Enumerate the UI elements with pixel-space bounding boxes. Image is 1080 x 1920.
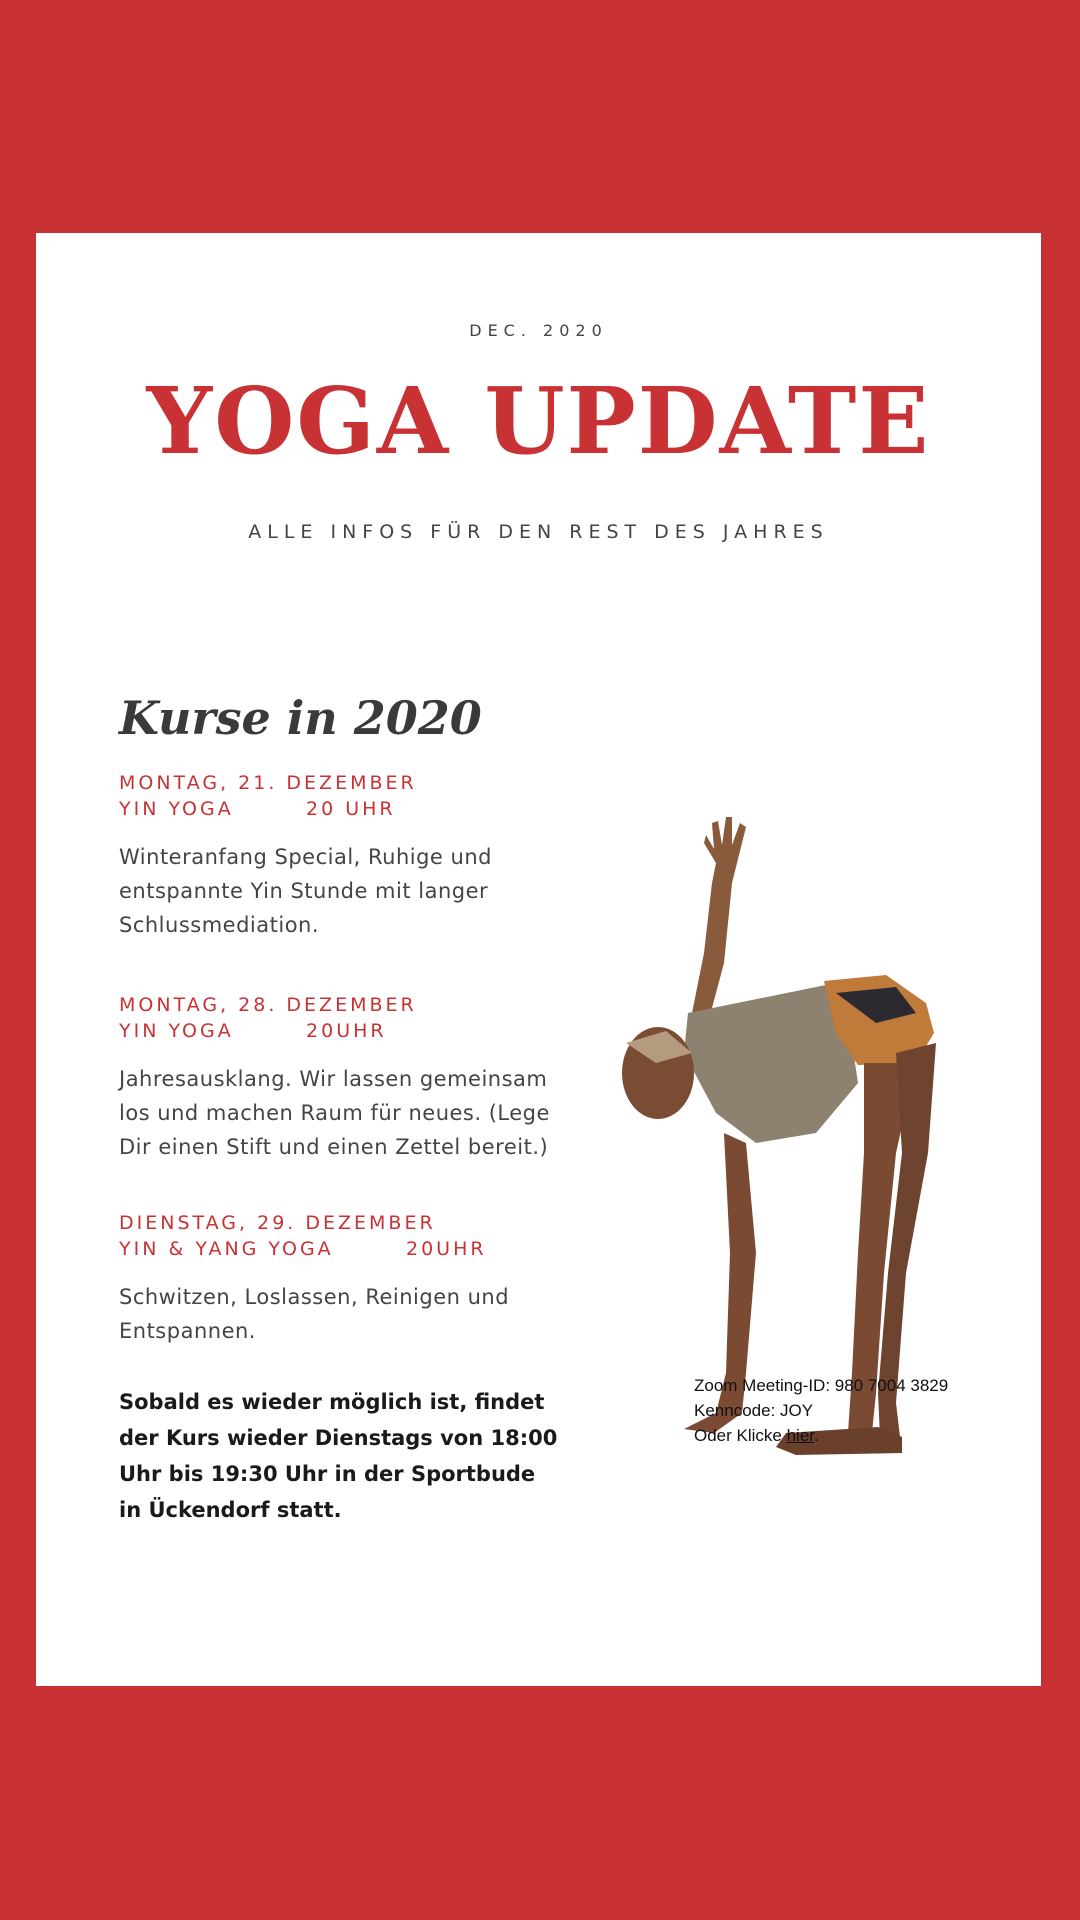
zoom-passcode: Kenncode: JOY [694,1401,814,1420]
course-description: Schwitzen, Loslassen, Reinigen und Entspannen. [119,1284,510,1343]
course-name-time: YIN & YANG YOGA 20UHR [119,1237,487,1260]
course-item [119,992,559,1164]
zoom-info [694,1373,1024,1448]
zoom-join-link[interactable]: hier [786,1426,815,1445]
course-date: MONTAG, 21. DEZEMBER [119,771,417,794]
newsletter-card [36,233,1041,1686]
zoom-link-line [694,1423,1024,1448]
course-date: MONTAG, 28. DEZEMBER [119,993,417,1016]
courses-column [119,693,559,1528]
zoom-meeting-id: Zoom Meeting-ID: 980 7004 3829 [694,1376,949,1395]
course-description: Jahresausklang. Wir lassen gemeinsam los und machen Raum für neues. (Lege Dir einen Stift und einen Zettel bereit.) [119,1066,550,1159]
course-item [119,1210,559,1348]
course-description: Winteranfang Special, Ruhige und entspannte Yin Stunde mit langer Schlussmediation. [119,844,492,937]
location-note: Sobald es wieder möglich ist, findet der Kurs wieder Dienstags von 18:00 Uhr bis 19:30 Uhr in der Sportbude in Ückendorf statt. [119,1389,558,1522]
course-date: DIENSTAG, 29. DEZEMBER [119,1211,436,1234]
issue-date: DEC. 2020 [469,321,608,340]
courses-heading: Kurse in 2020 [119,691,482,745]
course-item [119,770,559,942]
page-title: YOGA UPDATE [146,367,931,475]
course-name-time: YIN YOGA 20 UHR [119,797,396,820]
course-name-time: YIN YOGA 20UHR [119,1019,387,1042]
page-subtitle: ALLE INFOS FÜR DEN REST DES JAHRES [248,521,829,543]
zoom-link-prefix: Oder Klicke [694,1426,787,1445]
zoom-link-suffix: . [814,1426,819,1445]
